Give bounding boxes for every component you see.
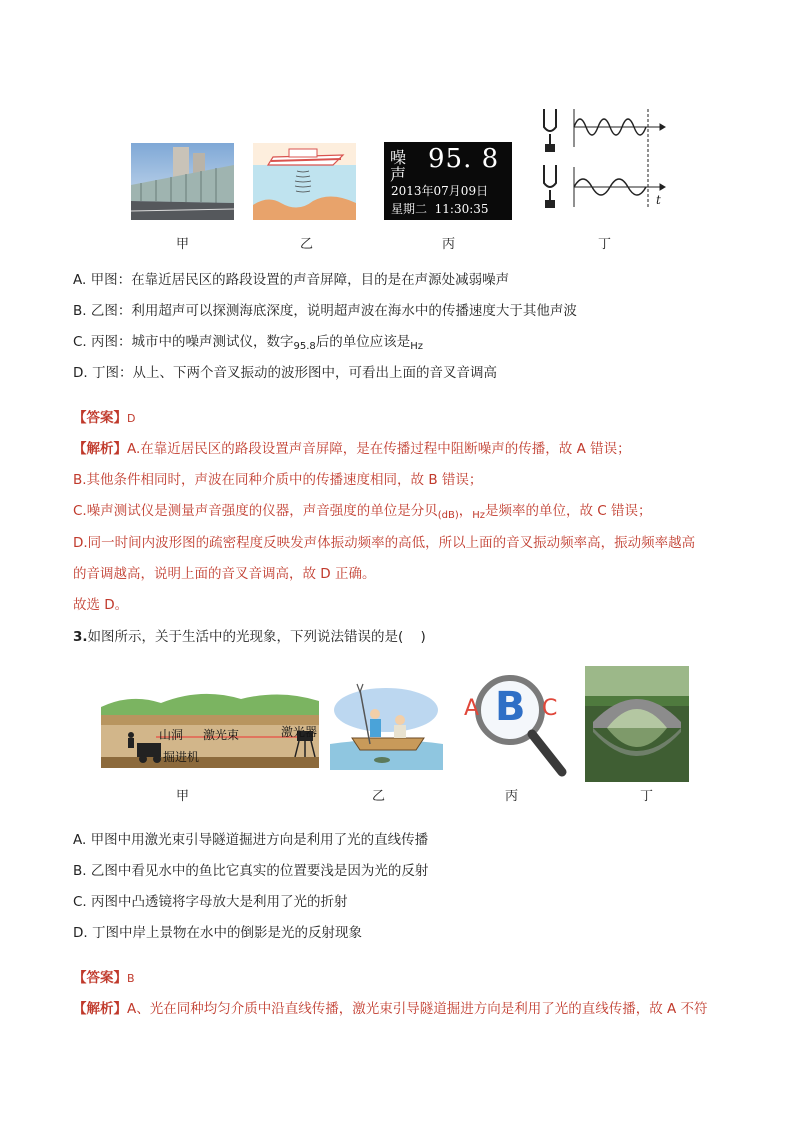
q3-analysis-text: A、光在同种均匀介质中沿直线传播，激光束引导隧道掘进方向是利用了光的直线传播，故 A 不符 [127, 1001, 708, 1017]
q2-option-b: B. 乙图：利用超声可以探测海底深度，说明超声波在海水中的传播速度大于其他声波 [73, 303, 577, 319]
q3-option-a: A. 甲图中用激光束引导隧道掘进方向是利用了光的直线传播 [73, 832, 429, 848]
tunnel-label-beam: 激光束 [203, 728, 240, 742]
q2-analysis-a [73, 437, 631, 457]
q3-figure-label-ding: 丁 [640, 789, 654, 804]
q2-analysis-choose: 故选 D。 [73, 597, 129, 613]
q2-analysis-c-db: (dB) [437, 510, 459, 521]
q3-analysis-tag: 【解析】 [73, 1001, 127, 1017]
q2-figure-label-jia: 甲 [176, 237, 190, 252]
q3-stem [73, 625, 426, 645]
letter-b: B [495, 684, 526, 730]
noise-meter-display [384, 142, 512, 220]
q2-option-d: D. 丁图：从上、下两个音叉振动的波形图中，可看出上面的音叉音调高 [73, 365, 497, 381]
noise-date: 2013年07月09日 [391, 184, 489, 198]
q2-analysis-d-line1: D.同一时间内波形图的疏密程度反映发声体振动频率的高低，所以上面的音叉振动频率高，振动频率越高 [73, 535, 696, 551]
q2-option-a: A. 甲图：在靠近居民区的路段设置的声音屏障，目的是在声源处减弱噪声 [73, 272, 510, 288]
q3-figure-label-yi: 乙 [372, 789, 386, 804]
q2-analysis-tag: 【解析】 [73, 441, 127, 457]
q3-answer-value: B [127, 972, 135, 985]
q3-answer [73, 966, 135, 986]
q3-number: 3. [73, 629, 88, 645]
noise-value: 95. 8 [428, 144, 500, 174]
noise-label-line2: 声 [390, 165, 407, 184]
figure-fishing-boat [330, 678, 443, 770]
q2-answer [73, 406, 135, 426]
q2-analysis-c-sep: ， [458, 503, 473, 519]
q2-answer-value: D [127, 412, 136, 425]
q2-analysis-a-text: A.在靠近居民区的路段设置声音屏障，是在传播过程中阻断噪声的传播，故 A 错误； [127, 441, 631, 457]
wave-axis-label: t [656, 193, 661, 207]
q2-analysis-c-post: 是频率的单位，故 C 错误； [485, 503, 652, 519]
tunnel-label-machine: 掘进机 [163, 750, 200, 764]
q3-answer-tag: 【答案】 [73, 970, 127, 986]
q3-option-c: C. 丙图中凸透镜将字母放大是利用了光的折射 [73, 894, 348, 910]
q2-answer-tag: 【答案】 [73, 410, 127, 426]
q2-analysis-c-text: C.噪声测试仪是测量声音强度的仪器，声音强度的单位是分贝 [73, 503, 438, 519]
q2-option-c-text: C. 丙图：城市中的噪声测试仪，数字 [73, 334, 294, 350]
letter-c: C [542, 696, 558, 721]
letter-a: A [464, 696, 480, 721]
q3-analysis [73, 997, 708, 1017]
figure-bridge-reflection [585, 666, 689, 782]
q2-figure-label-bing: 丙 [442, 237, 456, 252]
figure-magnifier-letters [462, 668, 572, 778]
q2-option-c [73, 330, 423, 352]
q2-option-c-mid: 后的单位应该是 [315, 334, 411, 350]
noise-label-line1: 噪 [390, 148, 407, 167]
q3-figure-label-jia: 甲 [176, 789, 190, 804]
q2-figure-label-ding: 丁 [598, 237, 612, 252]
tunnel-label-device: 激光器 [281, 725, 318, 739]
q2-option-c-number: 95.8 [293, 341, 316, 352]
figure-sound-barrier [131, 143, 234, 220]
figure-tunnel-laser [101, 685, 319, 768]
noise-time: 星期二 11:30:35 [391, 202, 489, 216]
q2-analysis-c-hz: Hz [472, 510, 486, 521]
q3-option-b: B. 乙图中看见水中的鱼比它真实的位置要浅是因为光的反射 [73, 863, 429, 879]
q3-option-d: D. 丁图中岸上景物在水中的倒影是光的反射现象 [73, 925, 362, 941]
tunnel-label-cave: 山洞 [159, 728, 184, 742]
q2-option-c-unit: Hz [410, 341, 424, 352]
q3-stem-text: 如图所示，关于生活中的光现象，下列说法错误的是( ) [87, 629, 426, 645]
figure-ship-sonar [253, 143, 356, 220]
q2-analysis-c [73, 499, 652, 521]
q3-figure-label-bing: 丙 [505, 789, 519, 804]
q2-analysis-b: B.其他条件相同时，声波在同种介质中的传播速度相同，故 B 错误； [73, 472, 483, 488]
q2-figure-label-yi: 乙 [300, 237, 314, 252]
q2-analysis-d-line2: 的音调越高，说明上面的音叉音调高，故 D 正确。 [73, 566, 376, 582]
figure-tuning-fork-waves [538, 105, 668, 220]
